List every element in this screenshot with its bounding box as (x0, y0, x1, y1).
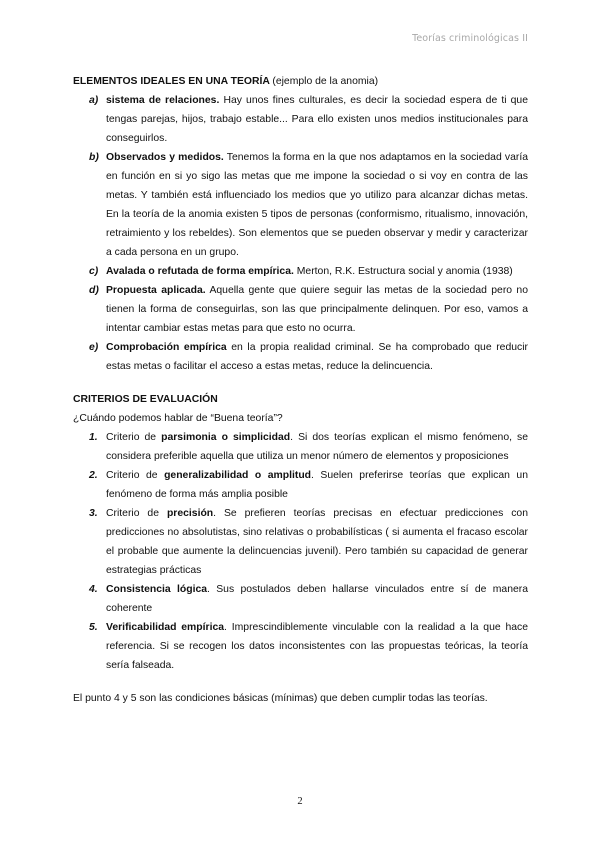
item-term: generalizabilidad o amplitud (164, 470, 312, 481)
item-term: Observados y medidos. (106, 152, 224, 163)
item-text: Tenemos la forma en la que nos adaptamos en la sociedad varía en función en si yo sigo las metas que me impone la sociedad o si voy en contra de las metas. Y también está influenciado los medios que yo utilizo para alcanzar dichas metas. En la teoría de la anomia existen 5 tipos de personas (conformismo, ritualismo, innovación, retraimiento y los rebeldes). Son elementos que se pueden observar y medir y caracterizar a cada persona en un grupo. (106, 152, 528, 258)
section-heading-criterios: CRITERIOS DE EVALUACIÓN (73, 394, 218, 405)
section-subtitle: (ejemplo de la anomia) (272, 76, 379, 87)
item-text: . Si dos teorías explican el mismo fenómeno, se considera preferible aquella que utiliza un menor número de elementos y proposiciones (106, 432, 528, 462)
list-marker: 2. (89, 470, 98, 481)
list-item (73, 148, 528, 262)
ideal-elements-list (73, 91, 528, 376)
page-number: 2 (297, 796, 303, 807)
section-title: ELEMENTOS IDEALES EN UNA TEORÍA (73, 76, 270, 87)
list-item (73, 338, 528, 376)
list-item (73, 91, 528, 148)
item-term: Avalada o refutada de forma empírica. (106, 266, 294, 277)
item-prefix: Criterio de (106, 508, 167, 519)
list-item (73, 428, 528, 466)
list-marker: a) (89, 95, 99, 106)
list-item (73, 618, 528, 675)
item-text: Hay unos fines culturales, es decir la sociedad espera de ti que tengas parejas, hijos, trabajo estable... Para ello existen unos medios institucionales para conseguirlos. (106, 95, 528, 144)
list-item (73, 466, 528, 504)
list-item (73, 580, 528, 618)
page-content (73, 72, 528, 718)
list-marker: 4. (89, 584, 98, 595)
list-item (73, 262, 528, 281)
item-term: Consistencia lógica (106, 584, 208, 595)
criteria-list (73, 428, 528, 675)
list-item (73, 504, 528, 580)
item-term: sistema de relaciones. (106, 95, 220, 106)
item-text: . Imprescindiblemente vinculable con la realidad a la que hace referencia. Si se recogen los datos inconsistentes con las propuestas teóricas, la teoría sería falseada. (106, 622, 529, 671)
list-marker: 3. (89, 508, 98, 519)
section-question: ¿Cuándo podemos hablar de “Buena teoría”? (73, 413, 283, 424)
item-prefix: Criterio de (106, 470, 165, 481)
item-term: Verificabilidad empírica (106, 622, 225, 633)
item-text: . Se prefieren teorías precisas en efectuar predicciones con predicciones no absolutistas, sino relativas o probabilísticas ( si aumenta el fracaso escolar el probable que aumente la delincuencias juvenil). Pero también su capacidad de generar estrategias prácticas (106, 508, 528, 576)
list-item (73, 281, 528, 338)
list-marker: d) (89, 285, 99, 296)
list-marker: c) (89, 266, 99, 277)
closing-paragraph: El punto 4 y 5 son las condiciones básicas (mínimas) que deben cumplir todas las teorías. (73, 693, 488, 704)
item-term: parsimonia o simplicidad (161, 432, 291, 443)
item-text: Merton, R.K. Estructura social y anomia (1938) (293, 266, 513, 277)
list-marker: 1. (89, 432, 98, 443)
item-text: Aquella gente que quiere seguir las metas de la sociedad pero no tienen la forma de conseguirlas, son las que principalmente delinquen. Por eso, vamos a intentar cambiar estas metas para que esto no ocurra. (106, 285, 528, 334)
item-term: Comprobación empírica (106, 342, 227, 353)
item-text: . Suelen preferirse teorías que explican un fenómeno de forma más amplia posible (106, 470, 528, 500)
item-term: precisión (166, 508, 214, 519)
item-prefix: Criterio de (106, 432, 162, 443)
list-marker: b) (89, 152, 99, 163)
item-text: en la propia realidad criminal. Se ha comprobado que reducir estas metas o facilitar el acceso a estas metas, reduce la delincuencia. (106, 342, 528, 372)
list-marker: 5. (89, 622, 98, 633)
item-text: . Sus postulados deben hallarse vinculados entre sí de manera coherente (106, 584, 528, 614)
item-term: Propuesta aplicada. (106, 285, 206, 296)
running-header: Teorías criminológicas II (412, 33, 528, 44)
section-heading-elementos (73, 72, 528, 91)
list-marker: e) (89, 342, 99, 353)
